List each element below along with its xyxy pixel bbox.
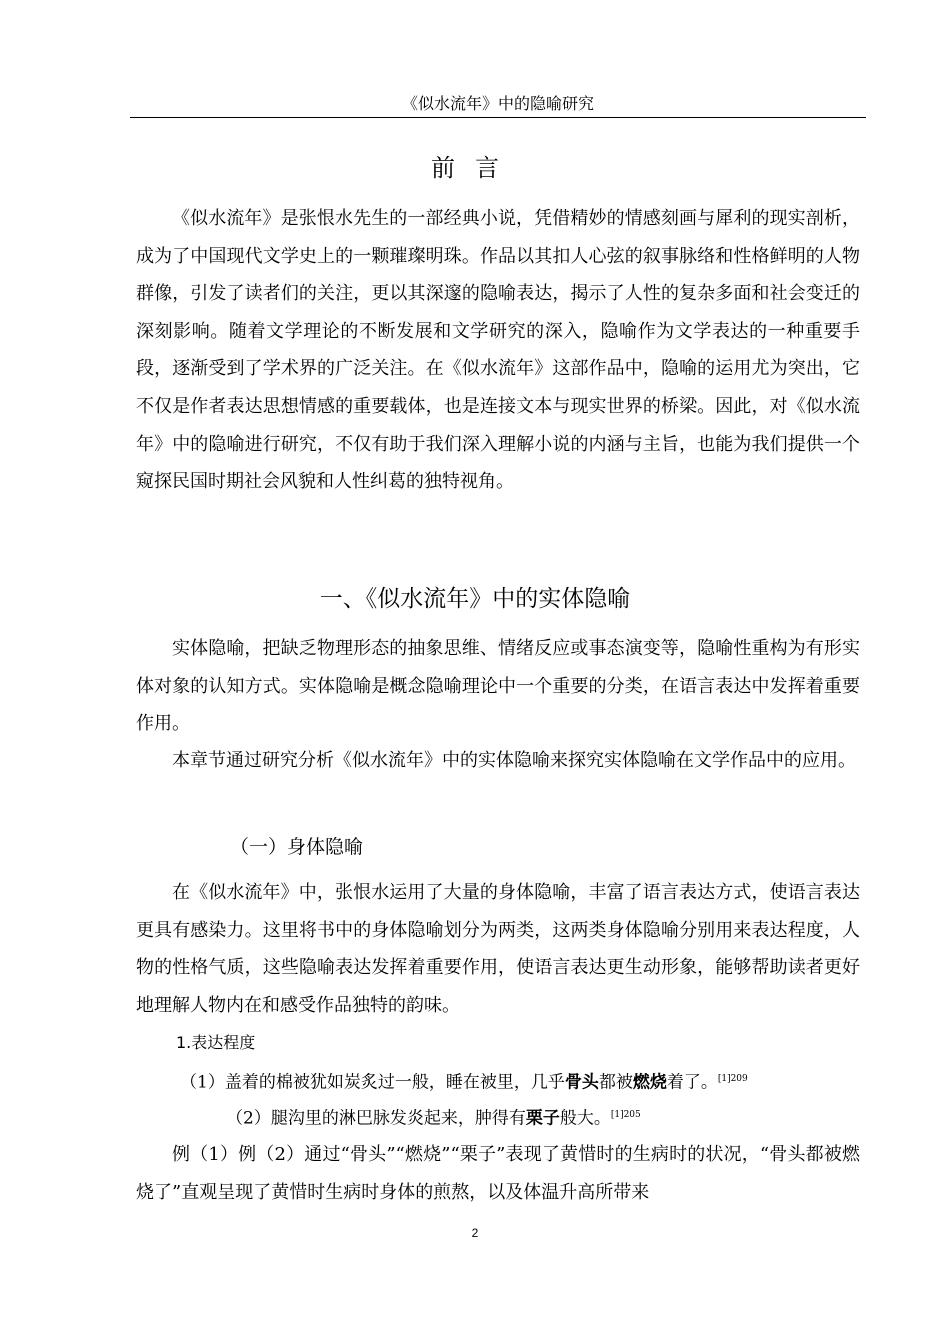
example-1-text-after: 着了。 <box>666 1072 718 1093</box>
example-1-keyword-bone: 骨头 <box>564 1072 599 1093</box>
running-header <box>130 93 866 118</box>
subsection-heading: 1.表达程度 <box>176 1033 256 1052</box>
example-1-text-middle: 都被 <box>598 1072 633 1093</box>
preface-title: 前言 <box>431 154 519 182</box>
example-1 <box>180 1066 748 1096</box>
example-2-citation: [1]205 <box>610 1110 641 1120</box>
chapter-paragraph-2: 本章节通过研究分析《似水流年》中的实体隐喻来探究实体隐喻在文学作品中的应用。 <box>172 750 856 771</box>
analysis-paragraph: 例（1）例（2）通过“骨头”“燃烧”“栗子”表现了黄惜时的生病时的状况，“骨头都被燃烧了”直观呈现了黄惜时生病时身体的煎熬，以及体温升高所带来 <box>136 1144 860 1203</box>
preface-paragraph: 《似水流年》是张恨水先生的一部经典小说，凭借精妙的情感刻画与犀利的现实剖析，成为了中国现代文学史上的一颗璀璨明珠。作品以其扣人心弦的叙事脉络和性格鲜明的人物群像，引发了读者们的关注，更以其深邃的隐喻表达，揭示了人性的复杂多面和社会变迁的深刻影响。随着文学理论的不断发展和文学研究的深入，隐喻作为文学表达的一种重要手段，逐渐受到了学术界的广泛关注。在《似水流年》这部作品中，隐喻的运用尤为突出，它不仅是作者表达思想情感的重要载体，也是连接文本与现实世界的桥梁。因此，对《似水流年》中的隐喻进行研究，不仅有助于我们深入理解小说的内涵与主旨，也能为我们提供一个窥探民国时期社会风貌和人性纠葛的独特视角。 <box>136 208 860 493</box>
example-2-keyword-chestnut: 栗子 <box>525 1108 560 1129</box>
page-number: 2 <box>471 1226 479 1240</box>
chapter-paragraph-1: 实体隐喻，把缺乏物理形态的抽象思维、情绪反应或事态演变等，隐喻性重构为有形实体对象的认知方式。实体隐喻是概念隐喻理论中一个重要的分类，在语言表达中发挥着重要作用。 <box>136 638 860 735</box>
example-1-text-before: （1）盖着的棉被犹如炭炙过一般，睡在被里，几乎 <box>180 1072 565 1093</box>
example-2 <box>226 1102 641 1132</box>
example-2-text-before: （2）腿沟里的淋巴脉发炎起来，肿得有 <box>226 1108 526 1129</box>
section-heading: （一）身体隐喻 <box>230 836 364 858</box>
example-2-text-after: 般大。 <box>559 1108 611 1129</box>
example-1-citation: [1]209 <box>717 1074 748 1084</box>
running-title: 《似水流年》中的隐喻研究 <box>401 94 594 113</box>
example-1-keyword-burn: 燃烧 <box>632 1072 667 1093</box>
section-paragraph: 在《似水流年》中，张恨水运用了大量的身体隐喻，丰富了语言表达方式，使语言表达更具有感染力。这里将书中的身体隐喻划分为两类，这两类身体隐喻分别用来表达程度，人物的性格气质，这些隐喻表达发挥着重要作用，使语言表达更生动形象，能够帮助读者更好地理解人物内在和感受作品独特的韵味。 <box>136 882 860 1016</box>
chapter-heading: 一、《似水流年》中的实体隐喻 <box>319 586 631 612</box>
